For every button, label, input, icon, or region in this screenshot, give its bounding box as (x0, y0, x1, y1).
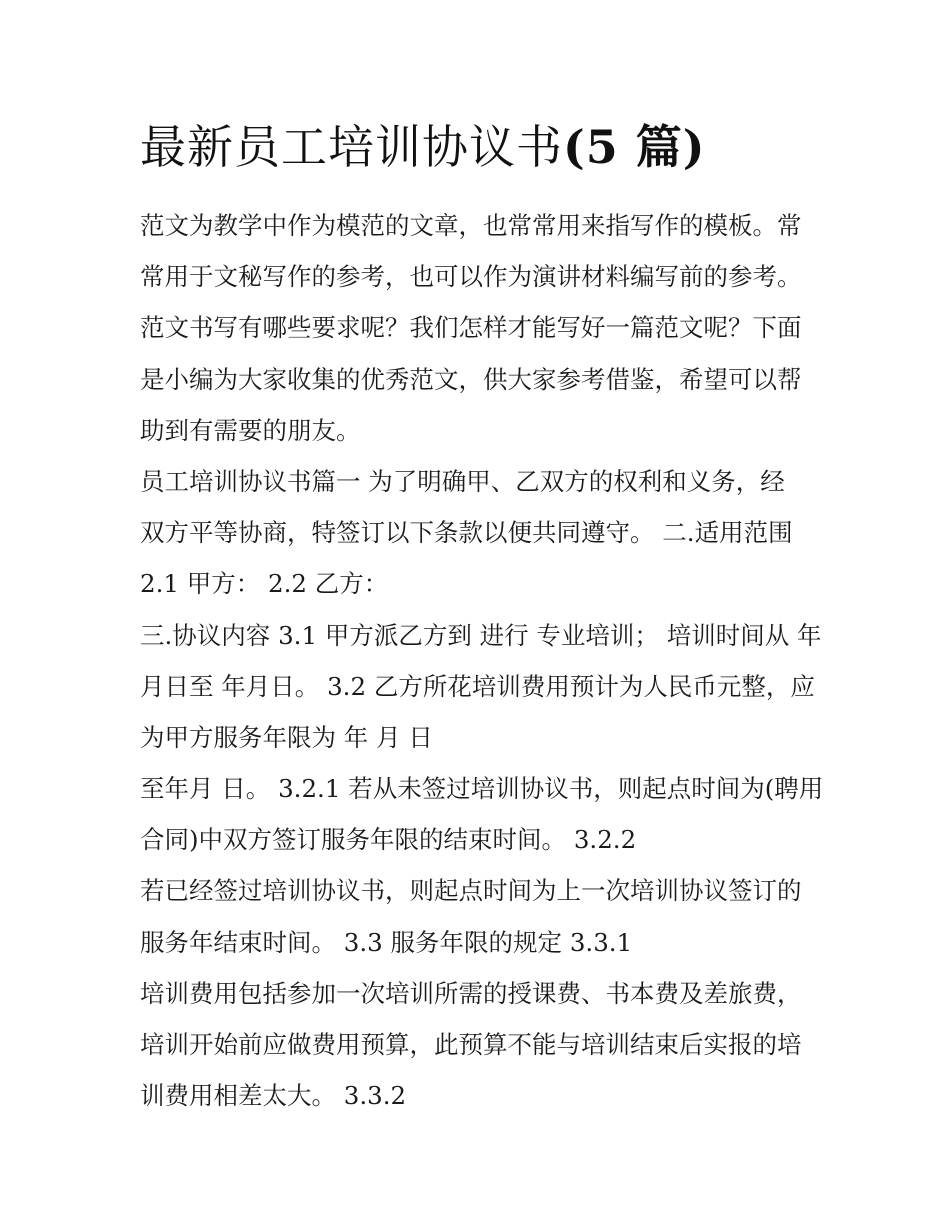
text-line: 合同)中双方签订服务年限的结束时间。 3.2.2 (140, 825, 637, 855)
text-line: 2.1 甲方： 2.2 乙方： (140, 569, 389, 599)
text-line: 常用于文秘写作的参考，也可以作为演讲材料编写前的参考。 (140, 262, 802, 292)
text-line: 培训开始前应做费用预算，此预算不能与培训结束后实报的培 (140, 1030, 802, 1059)
document-body (140, 200, 824, 1121)
text-line: 范文书写有哪些要求呢？我们怎样才能写好一篇范文呢？下面 (140, 313, 802, 343)
text-line: 至年月 日。 3.2.1 若从未签过培训协议书，则起点时间为(聘用 (140, 774, 824, 804)
text-line: 训费用相差太大。 3.3.2 (140, 1081, 407, 1111)
text-line: 为甲方服务年限为 年 月 日 (140, 722, 433, 752)
text-line: 三.协议内容 3.1 甲方派乙方到 进行 专业培训； 培训时间从 年 (140, 620, 822, 650)
text-line: 服务年结束时间。 3.3 服务年限的规定 3.3.1 (140, 927, 633, 957)
text-line: 范文为教学中作为模范的文章，也常常用来指写作的模板。常 (140, 211, 802, 240)
text-line: 是小编为大家收集的优秀范文，供大家参考借鉴，希望可以帮 (140, 364, 802, 394)
text-line: 员工培训协议书篇一 为了明确甲、乙双方的权利和义务，经 (140, 466, 785, 496)
text-line: 培训费用包括参加一次培训所需的授课费、书本费及差旅费， (140, 978, 802, 1008)
title-suffix: (5 篇) (563, 120, 706, 174)
text-line: 月日至 年月日。 3.2 乙方所花培训费用预计为人民币元整，应 (140, 671, 815, 701)
page-title (140, 112, 840, 182)
text-line: 助到有需要的朋友。 (140, 415, 361, 445)
title-main: 最新员工培训协议书 (140, 120, 563, 174)
text-line: 双方平等协商，特签订以下条款以便共同遵守。 二.适用范围 (140, 518, 793, 548)
text-line: 若已经签过培训协议书，则起点时间为上一次培训协议签订的 (140, 876, 802, 906)
